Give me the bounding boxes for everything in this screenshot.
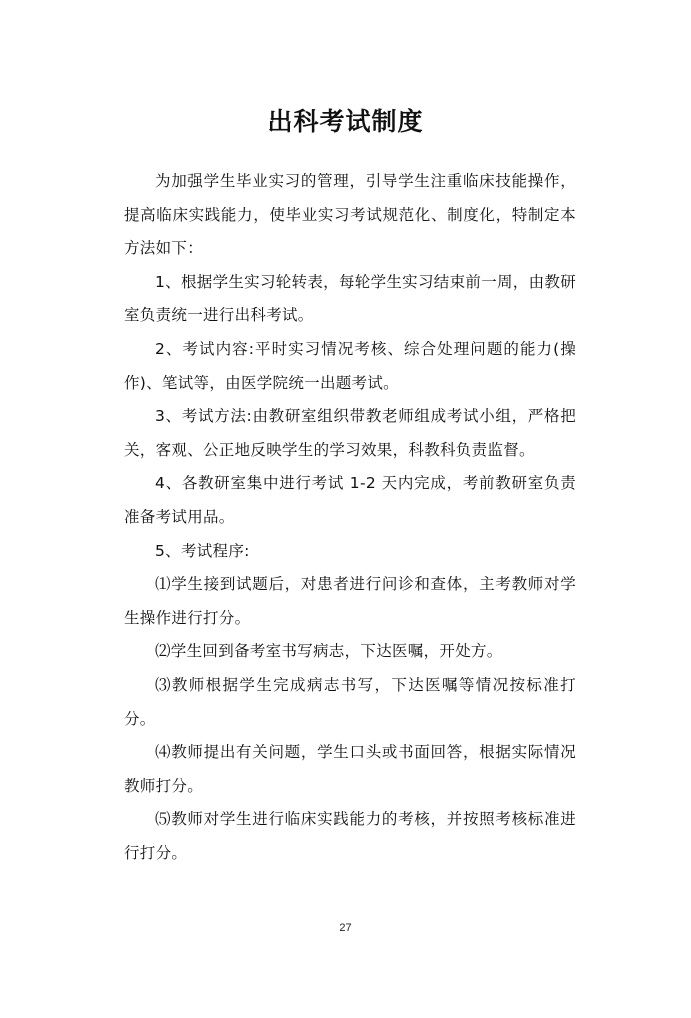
procedure-step-5: ⑸教师对学生进行临床实践能力的考核，并按照考核标准进行打分。: [124, 810, 576, 862]
rule-3-paragraph: 3、考试方法:由教研室组织带教老师组成考试小组，严格把关，客观、公正地反映学生的学习效果，科教科负责监督。: [124, 407, 576, 459]
page-number: 27: [339, 922, 352, 934]
document-body: [124, 165, 576, 870]
rule-4-paragraph: 4、各教研室集中进行考试 1-2 天内完成，考前教研室负责准备考试用品。: [124, 474, 576, 526]
rule-5-heading: 5、考试程序:: [155, 541, 250, 560]
rule-2-paragraph: 2、考试内容:平时实习情况考核、综合处理问题的能力(操作)、笔试等，由医学院统一出题考试。: [124, 339, 576, 392]
rule-1-paragraph: 1、根据学生实习轮转表，每轮学生实习结束前一周，由教研室负责统一进行出科考试。: [124, 272, 576, 325]
procedure-step-3: ⑶教师根据学生完成病志书写，下达医嘱等情况按标准打分。: [124, 675, 576, 728]
procedure-step-2: ⑵学生回到备考室书写病志，下达医嘱，开处方。: [155, 642, 503, 661]
intro-paragraph: 为加强学生毕业实习的管理，引导学生注重临床技能操作，提高临床实践能力，使毕业实习考试规范化、制度化，特制定本方法如下：: [124, 172, 576, 258]
page-title: 出科考试制度: [267, 107, 424, 136]
procedure-step-1: ⑴学生接到试题后，对患者进行问诊和查体，主考教师对学生操作进行打分。: [124, 575, 576, 627]
procedure-step-4: ⑷教师提出有关问题，学生口头或书面回答，根据实际情况教师打分。: [124, 743, 576, 795]
